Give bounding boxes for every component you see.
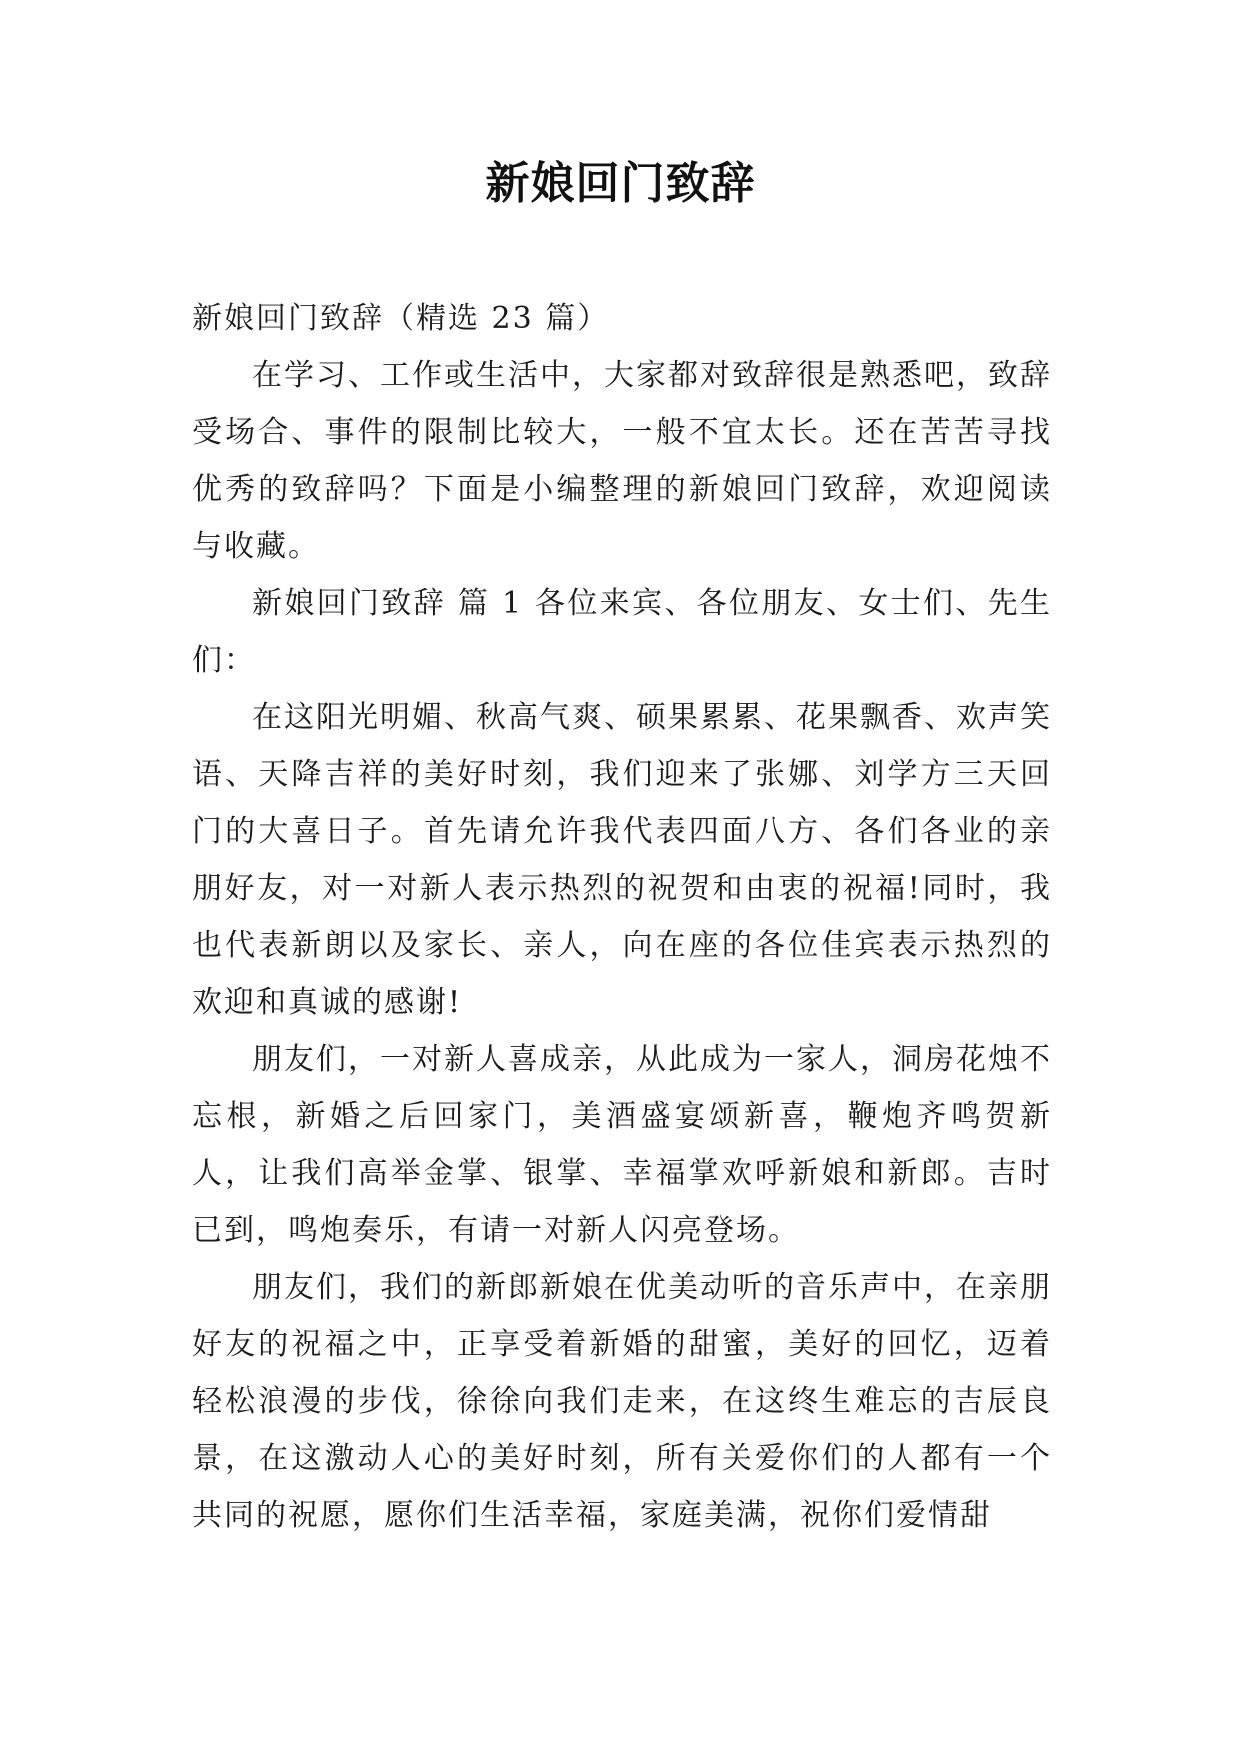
paragraph-blessing: 朋友们，我们的新郎新娘在优美动听的音乐声中，在亲朋好友的祝福之中，正享受着新婚的甜蜜，美好的回忆，迈着轻松浪漫的步伐，徐徐向我们走来，在这终生难忘的吉辰良景，在这激动人心的美好时刻，所有关爱你们的人都有一个共同的祝愿，愿你们生活幸福，家庭美满，祝你们爱情甜 xyxy=(192,1270,1052,1533)
paragraph-welcome: 在这阳光明媚、秋高气爽、硕果累累、花果飘香、欢声笑语、天降吉祥的美好时刻，我们迎来了张娜、刘学方三天回门的大喜日子。首先请允许我代表四面八方、各们各业的亲朋好友，对一对新人表示热烈的祝贺和由衷的祝福!同时，我也代表新朗以及家长、亲人，向在座的各位佳宾表示热烈的欢迎和真诚的感谢! xyxy=(192,700,1052,1020)
document-subtitle: 新娘回门致辞（精选 23 篇） xyxy=(192,301,610,336)
document-title: 新娘回门致辞 xyxy=(485,158,756,209)
paragraph-intro: 在学习、工作或生活中，大家都对致辞很是熟悉吧，致辞受场合、事件的限制比较大，一般不宜太长。还在苦苦寻找优秀的致辞吗？下面是小编整理的新娘回门致辞，欢迎阅读与收藏。 xyxy=(192,358,1052,564)
paragraph-friends-celebration: 朋友们，一对新人喜成亲，从此成为一家人，洞房花烛不忘根，新婚之后回家门，美酒盛宴颂新喜，鞭炮齐鸣贺新人，让我们高举金掌、银掌、幸福掌欢呼新娘和新郎。吉时已到，鸣炮奏乐，有请一对新人闪亮登场。 xyxy=(192,1042,1052,1248)
paragraph-section-1-heading: 新娘回门致辞 篇 1 各位来宾、各位朋友、女士们、先生们： xyxy=(192,586,1052,678)
document-body xyxy=(192,290,1052,1544)
